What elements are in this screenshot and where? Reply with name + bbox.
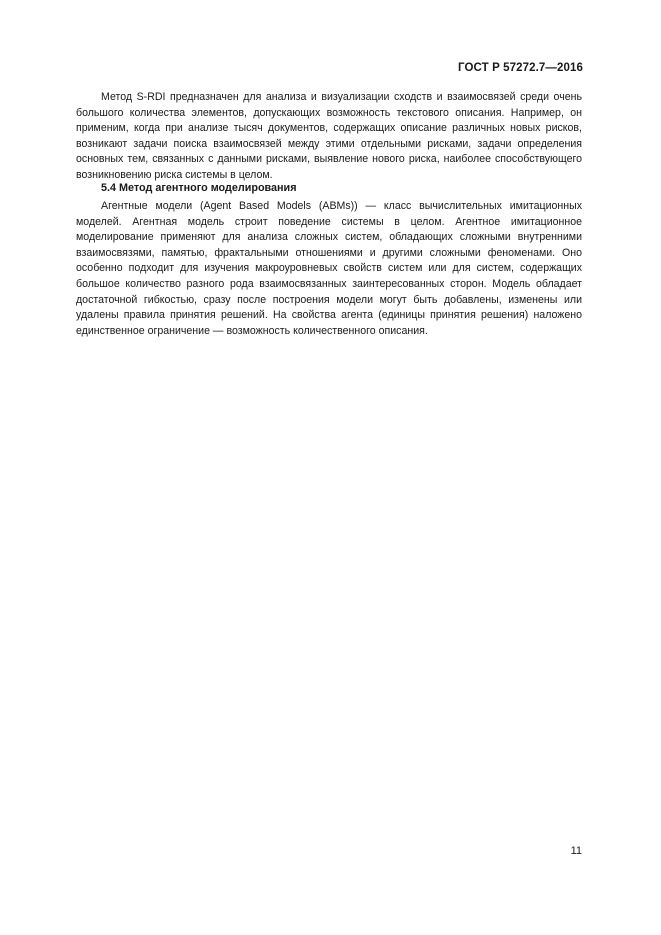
section-heading-agent-modeling: 5.4 Метод агентного моделирования: [101, 182, 297, 194]
paragraph-agent-based-models: Агентные модели (Agent Based Models (ABMs)) — класс вычислительных имитационных моделей. Агентная модель строит поведение системы в целом. Агентное имитационное моделирование применяют для анализа сложных систем, обладающих сложными внутренними взаимосвязями, памятью, фрактальными отношениями и другими сложными феноменами. Оно особенно подходит для изучения макроуровневых свойств систем или для систем, содержащих большое количество разного рода взаимосвязанных заинтересованных сторон. Модель обладает достаточной гибкостью, сразу после построения модели могут быть добавлены, изменены или удалены правила принятия решений. На свойства агента (единицы принятия решения) наложено единственное ограничение — возможность количественного описания.: [76, 200, 582, 337]
page-number: 11: [570, 845, 582, 857]
standard-code-header: ГОСТ Р 57272.7—2016: [458, 62, 583, 74]
paragraph-srdi-method: Метод S-RDI предназначен для анализа и визуализации сходств и взаимосвязей среди очень большого количества элементов, допускающих возможность текстового описания. Например, он применим, когда при анализе тысяч документов, содержащих описание различных новых рисков, возникают задачи поиска взаимосвязей между этими отдельными рисками, задачи определения основных тем, связанных с данными рисками, выявление нового риска, наиболее способствующего возникновению риска системы в целом.: [76, 91, 582, 181]
